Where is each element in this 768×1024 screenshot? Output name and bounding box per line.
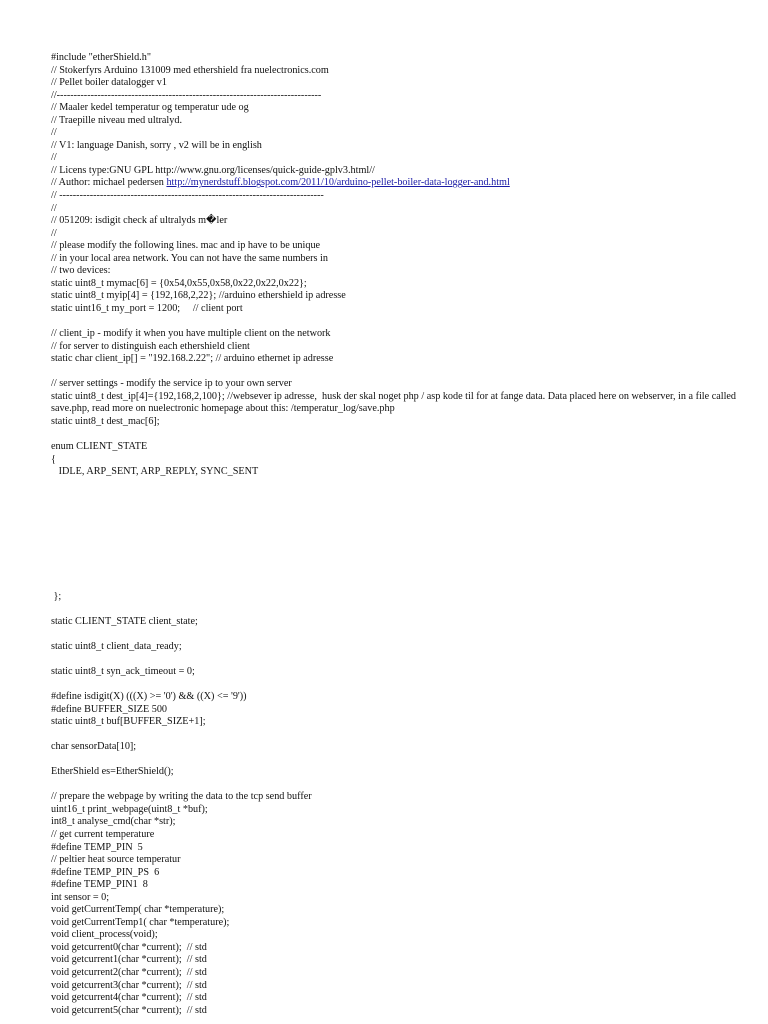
code-document bbox=[51, 52, 741, 1017]
code-line: // in your local area network. You can not have the same numbers in bbox=[51, 252, 328, 264]
code-line: EtherShield es=EtherShield(); bbox=[51, 766, 174, 778]
code-line: #define isdigit(X) (((X) >= '0') && ((X) <= '9')) bbox=[51, 690, 247, 702]
code-line: // for server to distinguish each ethershield client bbox=[51, 340, 250, 352]
code-line: // get current temperature bbox=[51, 828, 155, 840]
code-line: #define TEMP_PIN1 8 bbox=[51, 879, 148, 891]
code-line: // Traepille niveau med ultralyd. bbox=[51, 114, 182, 126]
code-line: // bbox=[51, 202, 57, 214]
blank-space bbox=[51, 479, 741, 591]
code-line bbox=[51, 653, 741, 666]
code-line: // Pellet boiler datalogger v1 bbox=[51, 77, 167, 89]
code-line bbox=[51, 366, 741, 379]
code-line: int sensor = 0; bbox=[51, 891, 110, 903]
code-line: static uint8_t myip[4] = {192,168,2,22}; //arduino ethershield ip adresse bbox=[51, 290, 346, 302]
code-line: static uint8_t dest_mac[6]; bbox=[51, 415, 160, 427]
code-line: int8_t analyse_cmd(char *str); bbox=[51, 816, 176, 828]
code-line: // client_ip - modify it when you have multiple client on the network bbox=[51, 328, 331, 340]
code-line: #define TEMP_PIN 5 bbox=[51, 841, 143, 853]
code-line: static uint8_t syn_ack_timeout = 0; bbox=[51, 665, 195, 677]
code-line: static uint16_t my_port = 1200; // client port bbox=[51, 302, 243, 314]
code-line: static uint8_t client_data_ready; bbox=[51, 640, 182, 652]
code-line: void getCurrentTemp1( char *temperature); bbox=[51, 916, 230, 928]
code-line bbox=[51, 628, 741, 641]
code-line: void getCurrentTemp( char *temperature); bbox=[51, 904, 225, 916]
code-line: static CLIENT_STATE client_state; bbox=[51, 615, 198, 627]
code-line: // ------------------------------------------------------------------------------ bbox=[51, 190, 324, 202]
code-line: char sensorData[10]; bbox=[51, 741, 137, 753]
code-line: #define BUFFER_SIZE 500 bbox=[51, 703, 168, 715]
header-comment-block bbox=[51, 52, 741, 177]
code-line: // Stokerfyrs Arduino 131009 med ethershield fra nuelectronics.com bbox=[51, 64, 329, 76]
author-blog-link[interactable]: http://mynerdstuff.blogspot.com/2011/10/arduino-pellet-boiler-data-logger-and.html bbox=[166, 177, 510, 189]
code-line: static char client_ip[] = "192.168.2.22"; // arduino ethernet ip adresse bbox=[51, 353, 334, 365]
code-line: static uint8_t mymac[6] = {0x54,0x55,0x58,0x22,0x22,0x22}; bbox=[51, 277, 307, 289]
code-line: // Licens type:GNU GPL http://www.gnu.org/licenses/quick-guide-gplv3.html// bbox=[51, 164, 375, 176]
code-line: uint16_t print_webpage(uint8_t *buf); bbox=[51, 803, 208, 815]
code-line: // bbox=[51, 227, 57, 239]
code-line: static uint8_t buf[BUFFER_SIZE+1]; bbox=[51, 716, 206, 728]
code-line bbox=[51, 754, 741, 767]
code-line: // 051209: isdigit check af ultralyds m�ler bbox=[51, 215, 228, 227]
code-line bbox=[51, 603, 741, 616]
author-line bbox=[51, 177, 741, 190]
code-line: }; bbox=[51, 590, 62, 602]
code-line: // two devices: bbox=[51, 265, 111, 277]
code-line: // please modify the following lines. mac and ip have to be unique bbox=[51, 240, 321, 252]
code-line bbox=[51, 315, 741, 328]
code-line: // prepare the webpage by writing the data to the tcp send buffer bbox=[51, 791, 312, 803]
code-line: { bbox=[51, 453, 56, 465]
code-line: void getcurrent2(char *current); // std bbox=[51, 967, 207, 978]
code-line: // V1: language Danish, sorry , v2 will be in english bbox=[51, 139, 262, 151]
code-line: void getcurrent4(char *current); // std bbox=[51, 992, 207, 1004]
code-line: #include "etherShield.h" bbox=[51, 52, 151, 63]
code-line bbox=[51, 678, 741, 691]
code-line: #define TEMP_PIN_PS 6 bbox=[51, 866, 160, 878]
declarations-block bbox=[51, 591, 741, 1018]
code-line: // Maaler kedel temperatur og temperatur ude og bbox=[51, 102, 249, 114]
code-line: // bbox=[51, 152, 57, 164]
code-line: void getcurrent0(char *current); // std bbox=[51, 941, 207, 953]
code-line: // peltier heat source temperatur bbox=[51, 854, 181, 866]
code-line: //------------------------------------------------------------------------------ bbox=[51, 89, 322, 101]
code-line: enum CLIENT_STATE bbox=[51, 440, 148, 452]
code-line: // server settings - modify the service ip to your own server bbox=[51, 378, 292, 390]
code-line bbox=[51, 428, 741, 441]
enum-block bbox=[51, 416, 741, 479]
code-line bbox=[51, 779, 741, 792]
code-line: void client_process(void); bbox=[51, 929, 158, 941]
code-line: void getcurrent5(char *current); // std bbox=[51, 1004, 207, 1016]
code-line: // bbox=[51, 127, 57, 139]
code-line: IDLE, ARP_SENT, ARP_REPLY, SYNC_SENT bbox=[51, 466, 259, 478]
server-ip-line: static uint8_t dest_ip[4]={192,168,2,100}; //websever ip adresse, husk der skal noget php / asp kode til for at fange data. Data placed here on webserver, in a file called save.php, read more on nuelectronic homepage about this: /temperatur_log/save.php bbox=[51, 390, 739, 415]
author-prefix: // Author: michael pedersen bbox=[51, 177, 167, 189]
code-line bbox=[51, 729, 741, 742]
code-line: void getcurrent3(char *current); // std bbox=[51, 979, 207, 991]
code-line: void getcurrent1(char *current); // std bbox=[51, 954, 207, 966]
config-block bbox=[51, 190, 741, 391]
